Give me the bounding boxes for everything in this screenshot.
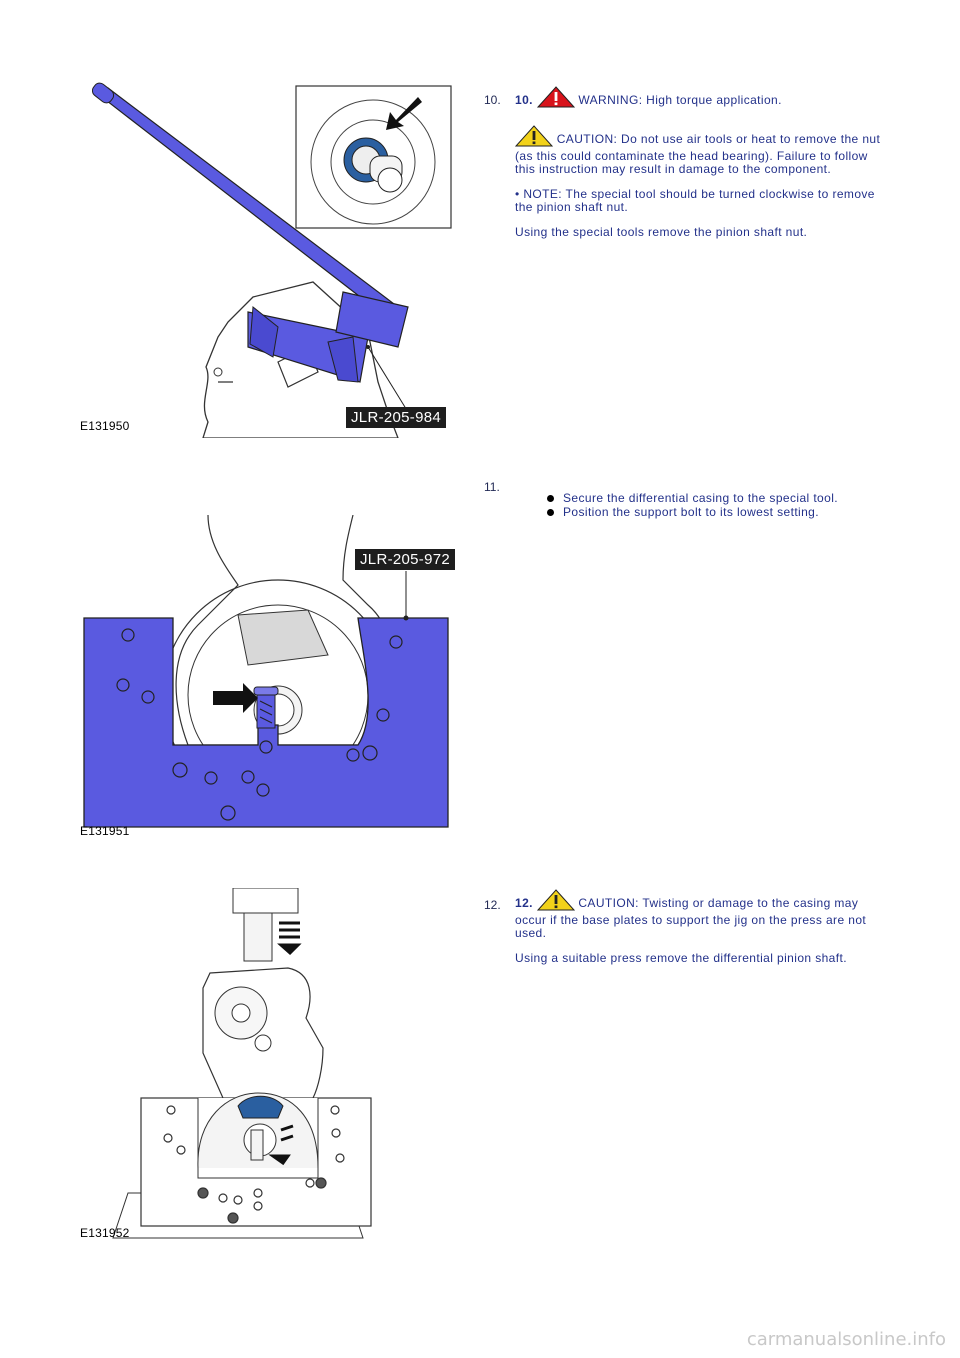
step-number: 10. <box>484 93 501 107</box>
watermark: carmanualsonline.info <box>746 1329 946 1350</box>
step-number: 11. <box>484 480 500 494</box>
step-11-content <box>547 492 907 520</box>
step-inline-number: 12. <box>515 896 533 910</box>
tool-label-jlr-205-972: JLR-205-972 <box>355 549 455 570</box>
step-number: 12. <box>484 898 501 912</box>
list-item: Secure the differential casing to the special tool. <box>547 492 907 505</box>
step-inline-number: 10. <box>515 93 533 107</box>
figure-id: E131952 <box>80 1226 130 1240</box>
step-12-content <box>515 889 885 977</box>
step-10-content <box>515 86 885 251</box>
figure-id: E131950 <box>80 419 130 433</box>
figure-step-11 <box>78 515 458 845</box>
caution-icon <box>515 125 553 150</box>
tool-label-jlr-205-984: JLR-205-984 <box>346 407 446 428</box>
figure-step-10 <box>78 82 458 438</box>
press-pinion-shaft-illustration <box>78 888 408 1246</box>
list-item: Position the support bolt to its lowest setting. <box>547 506 907 519</box>
step-11-bullets <box>547 492 907 519</box>
warning-text: WARNING: High torque application. <box>578 93 782 107</box>
warning-icon <box>537 86 575 111</box>
note-text: • NOTE: The special tool should be turned clockwise to remove the pinion shaft nut. <box>515 187 875 214</box>
caution-icon <box>537 889 575 914</box>
action-text: Using the special tools remove the pinion shaft nut. <box>515 225 808 239</box>
figure-id: E131951 <box>80 824 130 838</box>
action-text: Using a suitable press remove the differential pinion shaft. <box>515 951 847 965</box>
pinion-nut-removal-illustration <box>78 82 458 438</box>
caution-text: CAUTION: Do not use air tools or heat to remove the nut (as this could contaminate the head bearing). Failure to follow this instruction may result in damage to the component. <box>515 132 881 176</box>
caution-text: CAUTION: Twisting or damage to the casing may occur if the base plates to support the jig on the press are not used. <box>515 896 867 940</box>
figure-step-12 <box>78 888 408 1246</box>
